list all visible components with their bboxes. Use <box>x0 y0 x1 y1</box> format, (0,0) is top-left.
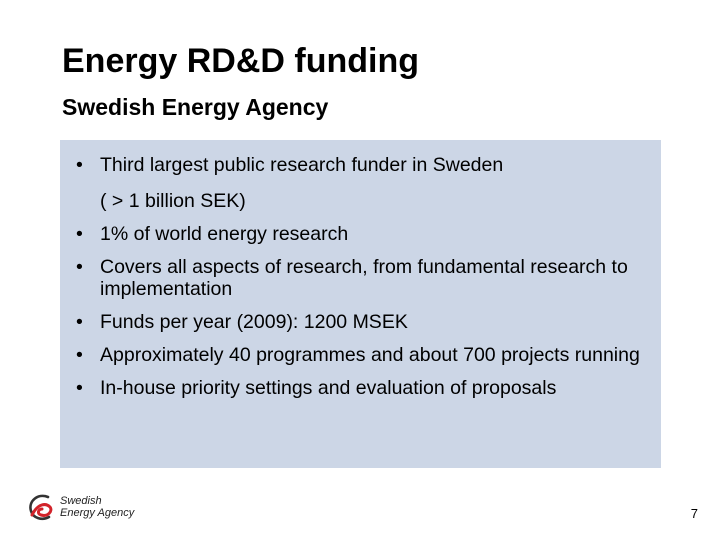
bullet-item <box>76 256 656 300</box>
bullet-dot: • <box>76 311 83 333</box>
bullet-dot: • <box>76 377 83 399</box>
agency-logo <box>26 491 136 525</box>
logo-line-1: Swedish <box>60 495 102 507</box>
bullet-item <box>76 344 656 366</box>
bullet-item <box>76 311 656 333</box>
bullet-text: Approximately 40 programmes and about 700 projects running <box>100 344 640 366</box>
bullet-text: Covers all aspects of research, from fundamental research to implementation <box>100 256 628 300</box>
bullet-text: 1% of world energy research <box>100 223 349 245</box>
content-box <box>60 140 661 468</box>
bullet-dot: • <box>76 344 83 366</box>
bullet-text: In-house priority settings and evaluation of proposals <box>100 377 557 399</box>
slide-subtitle: Swedish Energy Agency <box>62 94 329 120</box>
bullet-text: Funds per year (2009): 1200 MSEK <box>100 311 408 333</box>
bullet-item <box>76 377 656 399</box>
bullet-item <box>76 154 656 212</box>
slide-title: Energy RD&D funding <box>62 42 419 80</box>
bullet-dot: • <box>76 256 83 278</box>
logo-line-2: Energy Agency <box>60 507 135 519</box>
bullet-continuation: ( > 1 billion SEK) <box>100 190 246 212</box>
logo-swirl <box>32 505 51 516</box>
agency-logo-mark-icon <box>26 491 56 525</box>
agency-logo-text <box>60 495 134 519</box>
bullet-dot: • <box>76 154 83 176</box>
bullet-dot: • <box>76 223 83 245</box>
bullet-item <box>76 223 656 245</box>
bullet-text: Third largest public research funder in Sweden <box>100 154 504 176</box>
bullet-list <box>76 154 656 410</box>
page-number: 7 <box>690 506 698 521</box>
